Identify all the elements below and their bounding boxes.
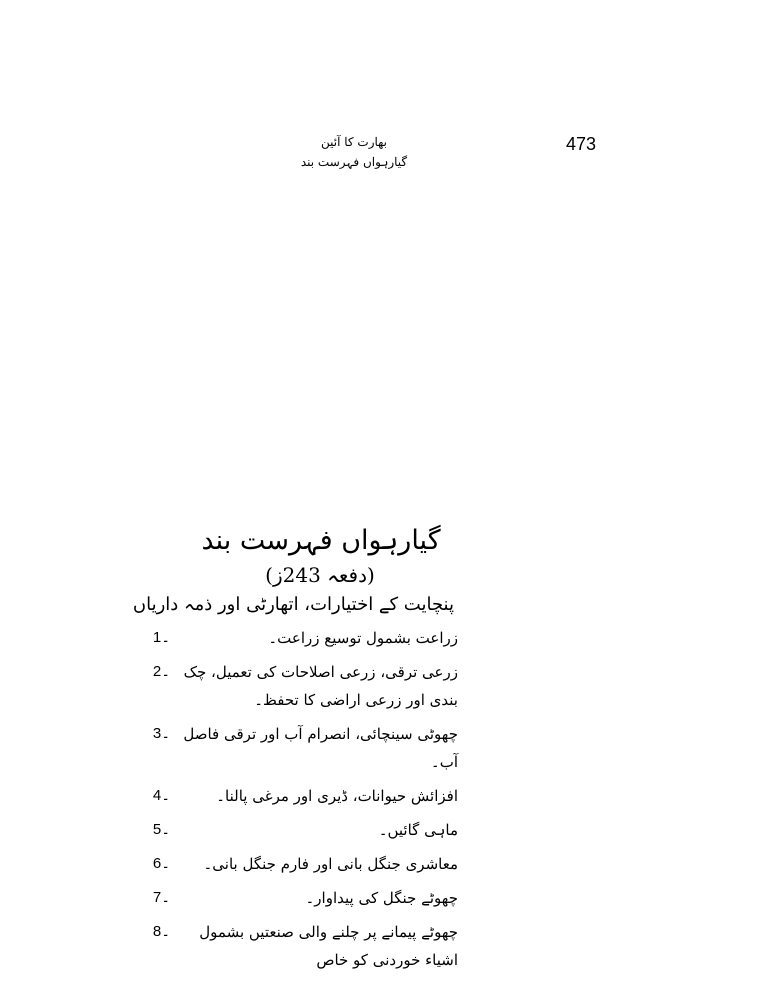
item-text: چھوٹے پیمانے پر چلنے والی صنعتیں بشمول اشیاء خوردنی کو خاص	[199, 923, 458, 969]
schedule-title: گیارہواں فہرست بند	[201, 525, 441, 556]
page-number: 473	[566, 134, 597, 154]
item-number: 2۔	[152, 663, 170, 680]
item-text: زرعی ترقی، زرعی اصلاحات کی تعمیل، چک بندی اور زرعی اراضی کا تحفظ۔	[183, 663, 458, 709]
item-number: 6۔	[152, 855, 170, 872]
list-item	[140, 850, 472, 878]
item-number: 8۔	[152, 923, 170, 940]
list-item	[140, 918, 472, 974]
list-item	[140, 658, 472, 714]
item-number: 7۔	[152, 889, 170, 906]
running-section-title: گیارہواں فہرست بند	[300, 155, 408, 169]
list-item	[140, 624, 472, 652]
item-text: افزائش حیوانات، ڈیری اور مرغی پالنا۔	[216, 787, 458, 805]
item-text: چھوٹی سینچائی، انصرام آب اور ترقی فاصل آب۔	[183, 725, 458, 771]
list-item	[140, 720, 472, 776]
item-number: 3۔	[152, 725, 170, 742]
list-item	[140, 816, 472, 844]
article-reference: (دفعہ 243ز)	[265, 563, 375, 587]
list-item	[140, 884, 472, 912]
schedule-section	[132, 522, 472, 980]
item-text: زراعت بشمول توسیع زراعت۔	[268, 629, 458, 647]
item-text: چھوٹے جنگل کی پیداوار۔	[305, 889, 458, 907]
book-title: بھارت کا آئین	[320, 135, 388, 149]
schedule-item-list	[140, 624, 472, 974]
list-item	[140, 782, 472, 810]
item-number: 5۔	[152, 821, 170, 838]
item-text: ماہی گائیں۔	[378, 821, 458, 839]
item-number: 1۔	[152, 629, 170, 646]
item-number: 4۔	[152, 787, 170, 804]
item-text: معاشری جنگل بانی اور فارم جنگل بانی۔	[203, 855, 458, 873]
schedule-subtitle: پنچایت کے اختیارات، اتھارٹی اور ذمہ داریاں	[132, 594, 454, 615]
running-header	[290, 132, 418, 172]
